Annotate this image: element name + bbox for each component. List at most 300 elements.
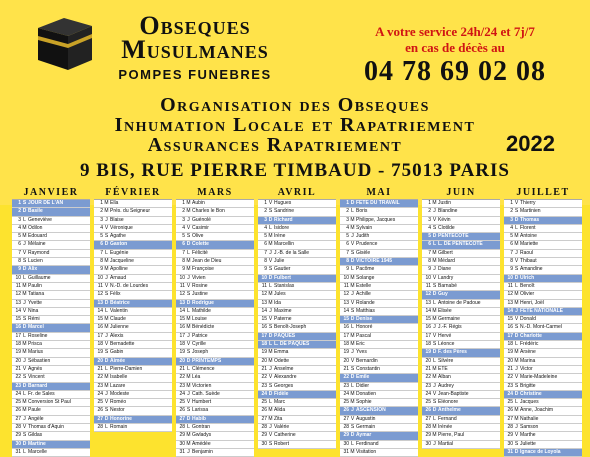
day-number: 13 (507, 299, 513, 306)
day-row (176, 383, 254, 391)
day-row (340, 358, 418, 366)
saint-name: Landry (438, 274, 454, 281)
day-number: 5 (100, 233, 103, 240)
day-row (504, 225, 582, 233)
day-number: 23 (507, 382, 513, 389)
day-row (94, 349, 172, 357)
day-number: 20 (15, 357, 21, 364)
weekday-letter: J (23, 415, 26, 422)
weekday-letter: M (104, 208, 109, 215)
saint-name: Valérie (274, 424, 290, 431)
saint-name: Odilon (28, 224, 43, 231)
day-row (94, 275, 172, 283)
saint-name: Juliette (520, 440, 536, 447)
saint-name: Médard (438, 258, 455, 265)
day-number: 26 (179, 407, 185, 414)
saint-name: Fr. de Sales (28, 390, 55, 397)
saint-name: Yves (356, 349, 367, 356)
day-number: 28 (261, 424, 267, 431)
saint-name: Thomas (520, 216, 540, 223)
day-row (176, 266, 254, 274)
saint-name: Victorien (192, 382, 212, 389)
day-row (12, 200, 90, 208)
weekday-letter: L (351, 382, 354, 389)
weekday-letter: M (186, 316, 191, 323)
weekday-letter: J (187, 448, 190, 455)
day-row (422, 383, 500, 391)
day-number: 27 (507, 415, 513, 422)
saint-name: Anne, Joachim (520, 407, 554, 414)
saint-name: Anthelme (438, 407, 461, 414)
month-février (94, 186, 172, 432)
month-days (504, 199, 582, 457)
day-number: 8 (100, 258, 103, 265)
saint-name: Maxime (274, 307, 292, 314)
day-number: 16 (179, 324, 185, 331)
weekday-letter: M (432, 432, 437, 439)
weekday-letter: J (515, 424, 518, 431)
weekday-letter: S (186, 349, 191, 356)
day-row (176, 432, 254, 440)
weekday-letter: L (187, 424, 190, 431)
day-number: 12 (15, 291, 21, 298)
weekday-letter: D (514, 448, 519, 455)
month-mai (340, 186, 418, 457)
saint-name: Marcellin (274, 241, 295, 248)
day-number: 29 (425, 432, 431, 439)
weekday-letter: D (514, 216, 519, 223)
weekday-letter: M (514, 407, 519, 414)
day-row (176, 316, 254, 324)
day-number: 19 (425, 349, 431, 356)
day-number: 24 (425, 390, 431, 397)
saint-name: F. des Pères (438, 349, 467, 356)
saint-name: Nestor (110, 407, 125, 414)
saint-name: Prés. du Seigneur (110, 208, 151, 215)
month-juillet (504, 186, 582, 457)
saint-name: PRINTEMPS (192, 357, 222, 364)
weekday-letter: S (104, 233, 109, 240)
weekday-letter: M (350, 224, 355, 231)
weekday-letter: M (432, 316, 437, 323)
saint-name: PENTECÔTE (438, 233, 469, 240)
saint-name: Geneviève (28, 216, 52, 223)
day-number: 8 (18, 258, 21, 265)
saint-name: Jacques (520, 399, 539, 406)
weekday-letter: J (351, 291, 354, 298)
day-number: 10 (15, 274, 21, 281)
day-number: 29 (343, 432, 349, 439)
day-row (258, 200, 336, 208)
saint-name: JOUR DE L'AN (28, 200, 64, 206)
weekday-letter: D (350, 432, 355, 439)
weekday-letter: D (22, 440, 27, 447)
day-row (422, 432, 500, 440)
day-row (504, 200, 582, 208)
day-row (94, 374, 172, 382)
day-number: 21 (97, 365, 103, 372)
saint-name: Rodrigue (192, 299, 214, 306)
weekday-letter: M (268, 241, 273, 248)
brand-title-line1: Obseques (139, 11, 251, 40)
saint-name: Patrice (192, 332, 208, 339)
saint-name: Gabin (110, 349, 124, 356)
day-row (94, 399, 172, 407)
day-row (258, 349, 336, 357)
day-number: 7 (18, 249, 21, 256)
day-number: 11 (261, 282, 267, 289)
weekday-letter: L (187, 365, 190, 372)
day-row (12, 349, 90, 357)
saint-name: Estelle (356, 282, 372, 289)
day-number: 10 (179, 274, 185, 281)
day-number: 19 (507, 349, 513, 356)
day-row (340, 416, 418, 424)
saint-name: Denise (356, 316, 373, 323)
weekday-letter: M (432, 249, 437, 256)
saint-name: Casimir (192, 224, 209, 231)
saint-name: Charlotte (520, 332, 542, 339)
day-row (504, 283, 582, 291)
saint-name: Marthe (520, 432, 536, 439)
weekday-letter: M (22, 399, 27, 406)
day-number: 4 (428, 224, 431, 231)
weekday-letter: M (350, 332, 355, 339)
saint-name: Marius (28, 349, 44, 356)
day-row (12, 383, 90, 391)
saint-name: Augustin (356, 415, 376, 422)
saint-name: Visitation (356, 448, 377, 455)
saint-name: Prudence (356, 241, 378, 248)
saint-name: Ida (274, 299, 281, 306)
day-row (176, 258, 254, 266)
title-line1: Organisation des Obseques (160, 94, 430, 116)
day-row (340, 275, 418, 283)
saint-name: Marc (274, 399, 286, 406)
day-row (258, 266, 336, 274)
saint-name: Prisca (28, 341, 42, 348)
day-number: 20 (425, 357, 431, 364)
saint-name: N.-D. Mont-Carmel (520, 324, 562, 331)
day-number: 23 (261, 382, 267, 389)
month-janvier (12, 186, 90, 457)
day-number: 2 (100, 208, 103, 215)
day-row (258, 374, 336, 382)
day-number: 11 (97, 282, 103, 289)
day-number: 30 (507, 440, 513, 447)
saint-name: Achille (356, 291, 371, 298)
day-number: 25 (15, 399, 21, 406)
day-row (340, 432, 418, 440)
weekday-letter: M (104, 324, 109, 331)
day-number: 14 (97, 307, 103, 314)
day-row (504, 208, 582, 216)
saint-name: Roméo (110, 399, 127, 406)
day-number: 27 (261, 415, 267, 422)
day-row (340, 366, 418, 374)
day-number: 10 (343, 274, 349, 281)
day-number: 18 (97, 341, 103, 348)
day-number: 26 (97, 407, 103, 414)
day-row (12, 374, 90, 382)
day-row (94, 366, 172, 374)
day-number: 18 (15, 341, 21, 348)
day-row (94, 291, 172, 299)
day-number: 17 (97, 332, 103, 339)
saint-name: Raymond (28, 249, 50, 256)
weekday-letter: J (433, 266, 436, 273)
saint-name: Sébastien (28, 357, 51, 364)
weekday-letter: D (350, 258, 355, 265)
day-row (504, 374, 582, 382)
saint-name: Cyrille (192, 341, 206, 348)
weekday-letter: S (350, 249, 355, 256)
saint-name: Germaine (438, 316, 460, 323)
day-number: 11 (425, 282, 431, 289)
day-number: 5 (182, 233, 185, 240)
day-number: 15 (507, 316, 513, 323)
day-number: 5 (18, 233, 21, 240)
day-number: 31 (343, 448, 349, 455)
weekday-letter: L (105, 365, 108, 372)
day-number: 17 (425, 332, 431, 339)
saint-name: Antoine de Padoue (438, 299, 481, 306)
weekday-letter: J (269, 249, 272, 256)
year-label: 2022 (506, 131, 555, 156)
weekday-letter: J (351, 407, 354, 414)
saint-name: Béatrice (110, 299, 130, 306)
day-row (422, 200, 500, 208)
weekday-letter: V (432, 390, 437, 397)
weekday-letter: M (432, 200, 437, 206)
day-row (12, 308, 90, 316)
saint-name: Stanislas (274, 282, 295, 289)
weekday-letter: M (268, 357, 273, 364)
weekday-letter: M (186, 266, 191, 273)
weekday-letter: V (432, 216, 437, 223)
day-number: 23 (15, 382, 21, 389)
day-number: 25 (343, 399, 349, 406)
day-row (94, 233, 172, 241)
day-number: 17 (343, 332, 349, 339)
calendar-grid (12, 186, 588, 455)
day-row (176, 324, 254, 332)
day-row (422, 341, 500, 349)
day-row (12, 241, 90, 249)
saint-name: Agathe (110, 233, 126, 240)
day-number: 22 (343, 374, 349, 381)
day-row (94, 383, 172, 391)
day-number: 28 (179, 424, 185, 431)
day-row (94, 258, 172, 266)
saint-name: Martinien (520, 208, 541, 215)
saint-name: Pierre-Damien (110, 365, 143, 372)
day-row (12, 266, 90, 274)
saint-name: Humbert (192, 399, 212, 406)
weekday-letter: S (22, 200, 27, 206)
saint-name: Irène (274, 233, 286, 240)
day-row (340, 291, 418, 299)
kaaba-logo-icon (34, 14, 96, 72)
day-number: 20 (343, 357, 349, 364)
day-row (94, 308, 172, 316)
saint-name: FÊTE NATIONALE (520, 307, 563, 314)
day-number: 18 (261, 341, 267, 348)
day-number: 19 (343, 349, 349, 356)
day-row (94, 324, 172, 332)
day-row (340, 424, 418, 432)
day-number: 22 (507, 374, 513, 381)
day-number: 24 (261, 390, 267, 397)
weekday-letter: V (186, 282, 191, 289)
month-days (422, 199, 500, 449)
day-number: 24 (179, 390, 185, 397)
weekday-letter: M (22, 341, 27, 348)
day-row (422, 283, 500, 291)
saint-name: Louise (192, 316, 207, 323)
day-number: 3 (510, 216, 513, 223)
day-number: 6 (264, 241, 267, 248)
saint-name: L. DE PÂQUES (274, 341, 310, 348)
weekday-letter: D (432, 407, 437, 414)
saint-name: Benoît-Joseph (274, 324, 307, 331)
day-row (12, 300, 90, 308)
saint-name: Léonce (438, 341, 455, 348)
day-row (94, 250, 172, 258)
weekday-letter: S (22, 316, 27, 323)
day-number: 14 (425, 307, 431, 314)
day-number: 1 (18, 200, 21, 206)
day-row (176, 374, 254, 382)
saint-name: Jules (274, 291, 286, 298)
weekday-letter: V (432, 332, 437, 339)
weekday-letter: S (514, 440, 519, 447)
weekday-letter: V (514, 432, 519, 439)
day-number: 25 (261, 399, 267, 406)
saint-name: Edouard (28, 233, 47, 240)
weekday-letter: M (186, 200, 191, 206)
weekday-letter: V (104, 282, 109, 289)
saint-name: Rosine (192, 282, 208, 289)
weekday-letter: M (186, 324, 191, 331)
weekday-letter: D (186, 415, 191, 422)
saint-name: J.-B. de la Salle (274, 249, 310, 256)
weekday-letter: S (268, 266, 273, 273)
day-row (422, 233, 500, 241)
day-row (94, 391, 172, 399)
saint-name: Nina (28, 307, 39, 314)
weekday-letter: S (104, 349, 109, 356)
day-row (176, 217, 254, 225)
day-number: 14 (343, 307, 349, 314)
saint-name: Guénolé (192, 216, 211, 223)
day-row (176, 449, 254, 457)
brand-title-line2: Musulmanes (121, 35, 269, 64)
day-row (12, 449, 90, 457)
day-number: 4 (510, 224, 513, 231)
saint-name: Amandine (520, 266, 543, 273)
saint-name: Mélaine (28, 241, 46, 248)
day-number: 9 (428, 266, 431, 273)
day-number: 5 (510, 233, 513, 240)
day-row (258, 358, 336, 366)
saint-name: Fernand (438, 415, 457, 422)
day-number: 27 (15, 415, 21, 422)
day-row (340, 233, 418, 241)
day-row (12, 341, 90, 349)
saint-name: Catherine (274, 432, 296, 439)
day-number: 26 (507, 407, 513, 414)
day-row (94, 283, 172, 291)
day-row (422, 291, 500, 299)
weekday-letter: M (350, 390, 355, 397)
weekday-letter: S (432, 282, 437, 289)
weekday-letter: S (432, 341, 437, 348)
day-number: 4 (18, 224, 21, 231)
day-number: 20 (507, 357, 513, 364)
saint-name: Charles le Bon (192, 208, 225, 215)
day-number: 9 (182, 266, 185, 273)
weekday-letter: M (350, 274, 355, 281)
day-row (12, 432, 90, 440)
weekday-letter: D (514, 274, 519, 281)
day-number: 12 (261, 291, 267, 298)
day-number: 8 (510, 258, 513, 265)
saint-name: Ferdinand (356, 440, 379, 447)
weekday-letter: J (515, 249, 518, 256)
day-number: 30 (343, 440, 349, 447)
day-number: 10 (425, 274, 431, 281)
day-number: 7 (100, 249, 103, 256)
day-number: 3 (264, 216, 267, 223)
saint-name: VICTOIRE 1945 (356, 258, 393, 265)
saint-name: N.-D. de Lourdes (110, 282, 149, 289)
day-row (422, 324, 500, 332)
weekday-letter: J (433, 324, 436, 331)
saint-name: Audrey (438, 382, 454, 389)
weekday-letter: D (350, 316, 355, 323)
saint-name: Aimée (110, 357, 126, 364)
day-number: 2 (264, 208, 267, 215)
day-number: 23 (179, 382, 185, 389)
day-number: 5 (346, 233, 349, 240)
saint-name: Justine (192, 291, 208, 298)
day-number: 8 (182, 258, 185, 265)
day-row (422, 250, 500, 258)
weekday-letter: D (514, 390, 519, 397)
day-number: 21 (261, 365, 267, 372)
weekday-letter: D (104, 299, 109, 306)
weekday-letter: J (187, 216, 190, 223)
weekday-letter: L (515, 224, 518, 231)
month-name: FÉVRIER (105, 187, 161, 198)
day-number: 19 (261, 349, 267, 356)
day-row (176, 349, 254, 357)
day-row (176, 208, 254, 216)
phone-number[interactable]: 04 78 69 02 08 (364, 56, 546, 87)
saint-name: Antoine (520, 233, 537, 240)
saint-name: Rémi (28, 316, 40, 323)
day-number: 17 (15, 332, 21, 339)
day-row (258, 399, 336, 407)
saint-name: ÉTÉ (438, 365, 448, 372)
weekday-letter: D (350, 200, 355, 206)
weekday-letter: V (104, 399, 109, 406)
weekday-letter: S (514, 382, 519, 389)
day-number: 1 (182, 200, 185, 206)
day-number: 20 (261, 357, 267, 364)
day-number: 13 (343, 299, 349, 306)
